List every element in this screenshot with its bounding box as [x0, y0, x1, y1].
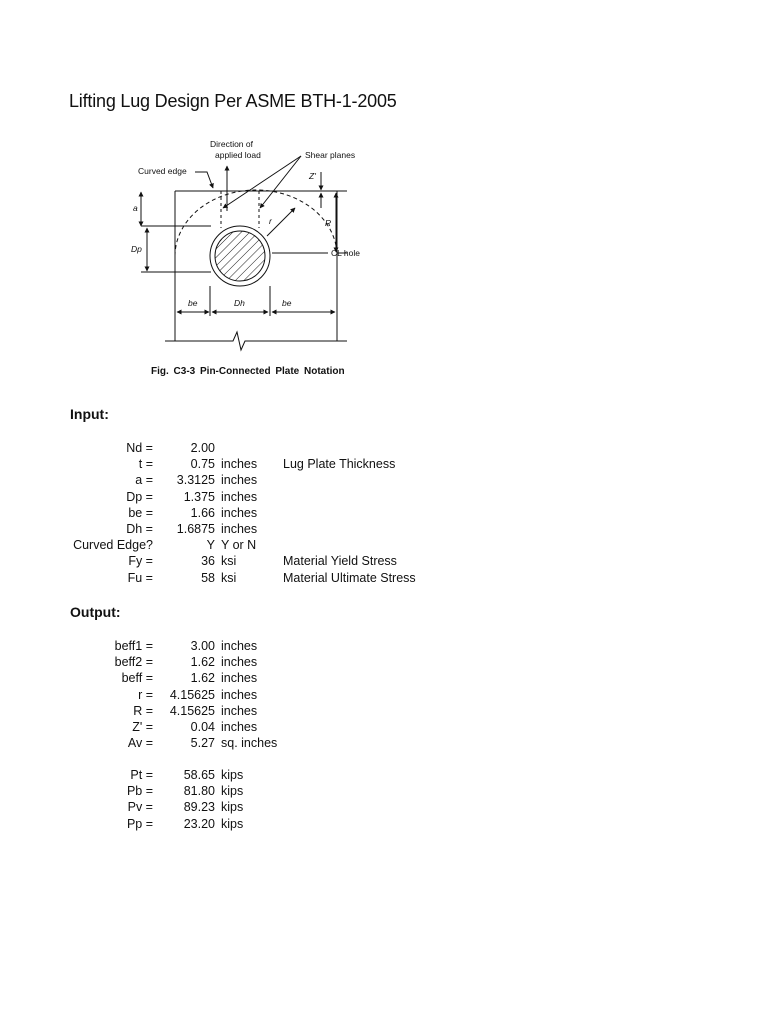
row-unit: inches	[221, 703, 258, 718]
row-unit: inches	[221, 505, 258, 520]
row-unit: inches	[221, 671, 258, 686]
applied-load-label: applied load	[215, 150, 261, 160]
input-heading: Input:	[70, 406, 109, 422]
pin	[215, 231, 265, 281]
table-row	[0, 783, 768, 799]
row-value: 58.65	[183, 768, 215, 782]
row-value: 4.15625	[169, 687, 215, 702]
row-unit: inches	[221, 457, 258, 472]
row-unit: sq. inches	[221, 736, 278, 751]
cl-hole-label: CL hole	[331, 248, 360, 258]
table-row	[0, 489, 768, 505]
row-unit: inches	[221, 655, 258, 670]
figure-caption: Fig. C3-3 Pin-Connected Plate Notation	[151, 366, 345, 377]
row-label: R =	[133, 703, 153, 718]
row-value: 1.375	[183, 489, 215, 504]
row-unit: kips	[221, 784, 244, 799]
row-label: Pt =	[130, 768, 153, 782]
row-unit: kips	[221, 800, 244, 815]
row-unit: kips	[221, 768, 244, 782]
table-row	[0, 735, 768, 751]
table-row	[0, 687, 768, 703]
z-prime-label: Z'	[309, 171, 316, 181]
row-unit: inches	[221, 639, 258, 653]
row-value: 81.80	[183, 784, 215, 799]
row-description: Material Yield Stress	[283, 554, 397, 569]
a-label: a	[133, 203, 138, 213]
row-label: be =	[128, 505, 153, 520]
row-label: Z' =	[132, 720, 153, 734]
row-value: 0.04	[190, 720, 215, 734]
row-value: 3.3125	[176, 473, 215, 488]
break-line	[165, 332, 347, 350]
table-row	[0, 553, 768, 569]
r-label: r	[269, 216, 272, 226]
row-unit: ksi	[221, 570, 237, 585]
direction-label: Direction of	[210, 139, 253, 149]
table-row	[0, 521, 768, 537]
row-value: Y	[206, 538, 215, 553]
shear-planes-label: Shear planes	[305, 150, 356, 160]
row-unit: inches	[221, 489, 258, 504]
row-label: Curved Edge?	[73, 538, 153, 553]
curved-edge-label: Curved edge	[138, 166, 187, 176]
table-row	[0, 456, 768, 472]
row-description: Lug Plate Thickness	[283, 457, 396, 472]
row-label: Fy =	[128, 554, 153, 569]
row-label: Dp =	[126, 489, 153, 504]
table-row	[0, 440, 768, 456]
row-value: 89.23	[183, 800, 215, 815]
table-row	[0, 638, 768, 654]
row-unit: inches	[221, 720, 258, 734]
row-value: 4.15625	[169, 703, 215, 718]
row-value: 3.00	[190, 639, 215, 653]
row-value: 36	[201, 554, 215, 569]
row-unit: inches	[221, 687, 258, 702]
row-label: Pp =	[126, 816, 153, 831]
table-row	[0, 472, 768, 488]
table-row	[0, 816, 768, 832]
row-label: Pb =	[126, 784, 153, 799]
page-title: Lifting Lug Design Per ASME BTH-1-2005	[69, 91, 397, 111]
row-value: 1.62	[190, 671, 215, 686]
pin-connected-plate-figure	[125, 136, 395, 386]
row-label: Pv =	[127, 800, 153, 815]
row-label: beff2 =	[114, 655, 153, 670]
be-left-label: be	[188, 298, 198, 308]
row-value: 58	[201, 570, 215, 585]
row-unit: Y or N	[221, 538, 257, 553]
row-value: 5.27	[190, 736, 215, 751]
row-label: a =	[135, 473, 153, 488]
row-value: 1.6875	[176, 522, 215, 536]
dh-label: Dh	[234, 298, 245, 308]
table-row	[0, 570, 768, 586]
row-label: r =	[138, 687, 153, 702]
row-label: Fu =	[127, 570, 153, 585]
output-heading: Output:	[70, 604, 121, 620]
row-value: 1.62	[190, 655, 215, 670]
row-label: Nd =	[126, 441, 153, 455]
row-label: t =	[138, 457, 153, 472]
row-label: beff =	[121, 671, 153, 686]
row-value: 23.20	[183, 816, 215, 831]
table-row	[0, 719, 768, 735]
row-value: 0.75	[190, 457, 215, 472]
row-description: Material Ultimate Stress	[283, 570, 416, 585]
row-label: beff1 =	[114, 639, 153, 653]
table-row	[0, 505, 768, 521]
row-value: 2.00	[190, 441, 215, 455]
row-unit: inches	[221, 473, 258, 488]
row-unit: kips	[221, 816, 244, 831]
row-unit: ksi	[221, 554, 237, 569]
row-label: Dh =	[126, 522, 153, 536]
big-r-label: R	[325, 218, 332, 228]
table-row	[0, 799, 768, 815]
row-unit: inches	[221, 522, 258, 536]
table-row	[0, 703, 768, 719]
be-right-label: be	[282, 298, 292, 308]
row-label: Av =	[127, 736, 153, 751]
row-value: 1.66	[190, 505, 215, 520]
table-row	[0, 654, 768, 670]
table-row	[0, 767, 768, 783]
dp-label: Dp	[131, 244, 142, 254]
table-row	[0, 537, 768, 553]
table-row	[0, 670, 768, 686]
